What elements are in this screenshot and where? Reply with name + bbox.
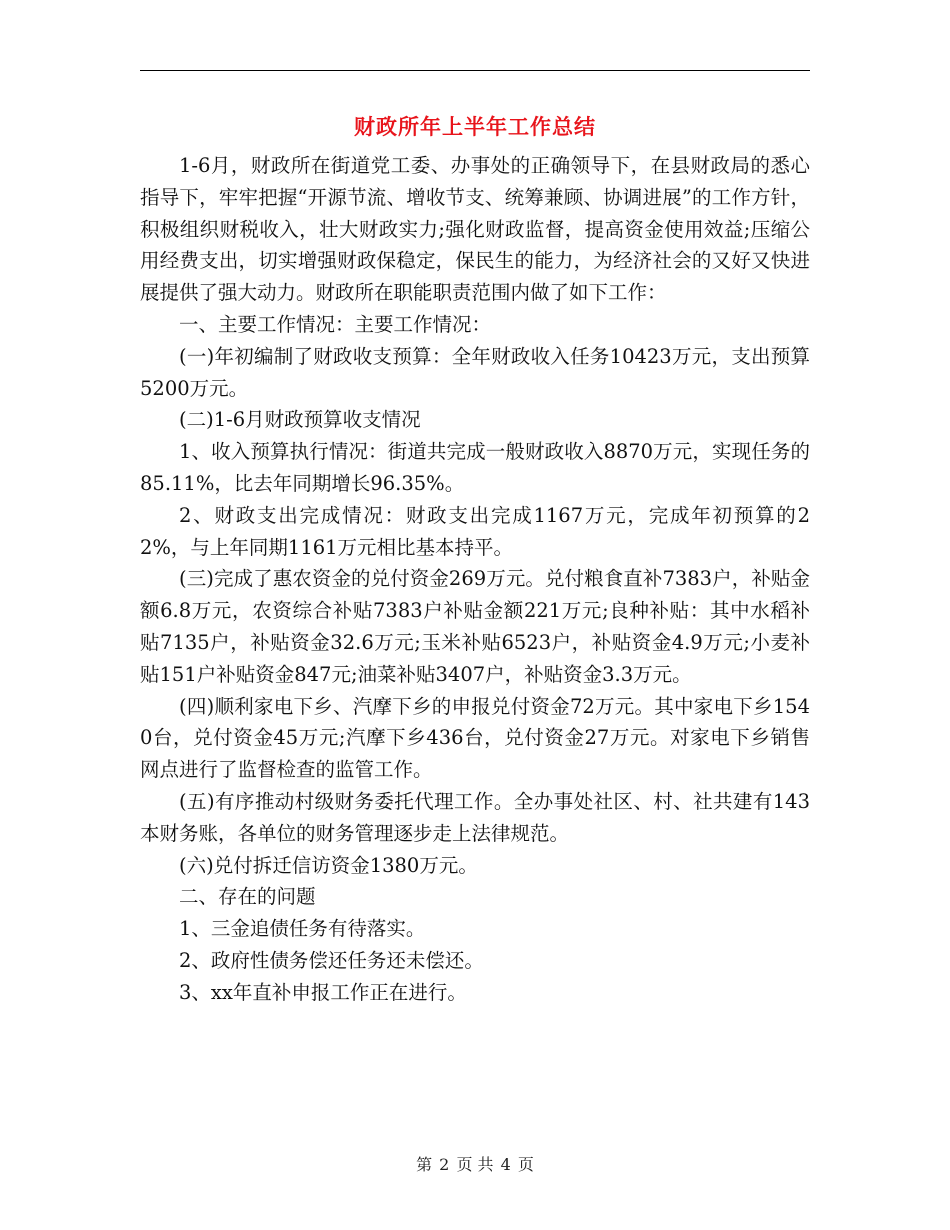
document-body <box>140 150 810 1009</box>
header-rule <box>140 70 810 71</box>
footer-middle: 页 共 <box>456 1155 494 1174</box>
paragraph: (五)有序推动村级财务委托代理工作。全办事处社区、村、社共建有143本财务账，各单位的财务管理逐步走上法律规范。 <box>140 789 810 845</box>
footer-suffix: 页 <box>517 1155 534 1174</box>
paragraph: (二)1-6月财政预算收支情况 <box>179 408 421 432</box>
footer-page-number: 2 <box>439 1155 450 1174</box>
paragraph: 1、三金追债任务有待落实。 <box>179 917 426 941</box>
paragraph: (四)顺利家电下乡、汽摩下乡的申报兑付资金72万元。其中家电下乡1540台，兑付资金45万元;汽摩下乡436台，兑付资金27万元。对家电下乡销售网点进行了监督检查的监管工作。 <box>140 694 810 782</box>
paragraph: 2、政府性债务偿还任务还未偿还。 <box>179 948 484 972</box>
paragraph: (一)年初编制了财政收支预算：全年财政收入任务10423万元，支出预算5200万元。 <box>140 344 810 400</box>
paragraph: 3、xx年直补申报工作正在进行。 <box>179 980 467 1004</box>
paragraph: 2、财政支出完成情况：财政支出完成1167万元，完成年初预算的22%，与上年同期1161万元相比基本持平。 <box>140 503 810 559</box>
paragraph: 1、收入预算执行情况：街道共完成一般财政收入8870万元，实现任务的85.11%，比去年同期增长96.35%。 <box>140 440 810 495</box>
paragraph: 二、存在的问题 <box>179 885 316 909</box>
footer-prefix: 第 <box>416 1155 433 1174</box>
page-footer <box>0 1154 950 1176</box>
paragraph: 1-6月，财政所在街道党工委、办事处的正确领导下，在县财政局的悉心指导下，牢牢把握“开源节流、增收节支、统筹兼顾、协调进展”的工作方针，积极组织财税收入，壮大财政实力;强化财政监督，提高资金使用效益;压缩公用经费支出，切实增强财政保稳定，保民生的能力，为经济社会的又好又快进展提供了强大动力。财政所在职能职责范围内做了如下工作： <box>140 154 810 305</box>
paragraph: 一、主要工作情况：主要工作情况： <box>179 312 492 336</box>
document-title: 财政所年上半年工作总结 <box>354 115 596 139</box>
footer-total-pages: 4 <box>500 1155 511 1174</box>
paragraph: (三)完成了惠农资金的兑付资金269万元。兑付粮食直补7383户，补贴金额6.8万元，农资综合补贴7383户补贴金额221万元;良种补贴：其中水稻补贴7135户，补贴资金32.6万元;玉米补贴6523户，补贴资金4.9万元;小麦补贴151户补贴资金847元;油菜补贴3407户，补贴资金3.3万元。 <box>140 567 810 686</box>
paragraph: (六)兑付拆迁信访资金1380万元。 <box>179 853 478 877</box>
